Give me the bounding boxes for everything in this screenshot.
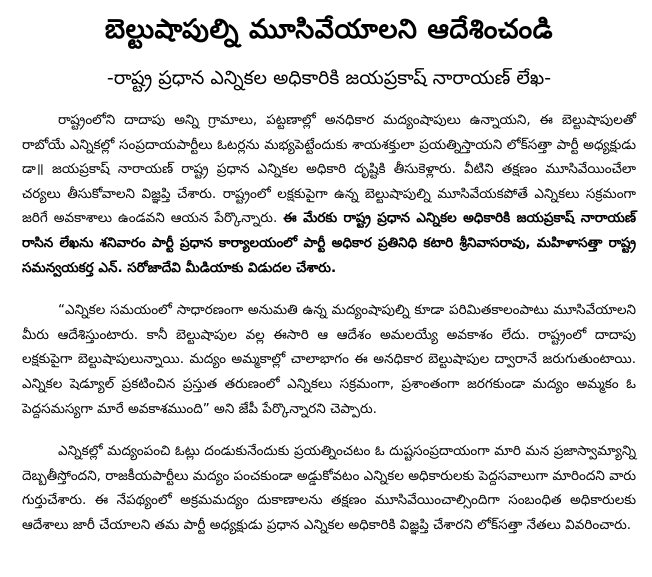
paragraph-3 (22, 439, 636, 537)
press-release-page (0, 10, 652, 577)
article-body (22, 108, 636, 538)
paragraph-1-bold-text: ఈ మేరకు రాష్ట్ర ప్రధాన ఎన్నికల అధికారికి జయప్రకాష్ నారాయణ్ రాసిన లేఖను శనివారం పార్టీ ప్రధాన కార్యాలయంలో పార్టీ అధికార ప్రతినిధి కటారి శ్రీనివాసరావు, మహిళాసత్తా రాష్ట్ర సమన్వయకర్త ఎన్. సరోజాదేవి మీడియాకు విడుదల చేశారు. (22, 210, 636, 276)
paragraph-2 (22, 298, 636, 421)
headline: బెల్టుషాపుల్ని మూసివేయాలని ఆదేశించండి (104, 14, 554, 45)
subheadline: -రాష్ట్ర ప్రధాన ఎన్నికల అధికారికి జయప్రకాష్ నారాయణ్ లేఖ- (106, 67, 552, 89)
paragraph-3-text: ఎన్నికల్లో మద్యంపంచి ఓట్లు దండుకునేందుకు ప్రయత్నించటం ఓ దుష్టసంప్రదాయంగా మారి మన ప్రజాస్వామ్యాన్ని దెబ్బతీస్తోందని, రాజకీయపార్టీలు మద్యం పంచకుండా అడ్డుకోవటం ఎన్నికల అధికారులకు పెద్దసవాలుగా మారిందని వారు గుర్తుచేశారు. ఈ నేపథ్యంలో అక్రమమద్యం దుకాణాలను తక్షణం మూసివేయించాల్సిందిగా సంబంధిత అధికారులకు ఆదేశాలు జారీ చేయాలని తమ పార్టీ అధ్యక్షుడు ప్రధాన ఎన్నికల అధికారికి విజ్ఞప్తి చేశారని లోక్‌సత్తా నేతలు వివరించారు. (22, 443, 636, 533)
paragraph-1-text: రాష్ట్రంలోని దాదాపు అన్ని గ్రామాలు, పట్టణాల్లో అనధికార మద్యంషాపులు ఉన్నాయని, ఈ బెల్టుషాపులతో రాబోయే ఎన్నికల్లో సంప్రదాయపార్టీలు ఓటర్లను మభ్యపెట్టేందుకు శాయశక్తులా ప్రయత్నిస్తాయని లోక్‌సత్తా పార్టీ అధ్యక్షుడు డా॥ జయప్రకాష్ నారాయణ్ రాష్ట్ర ప్రధాన ఎన్నికల అధికారి దృష్టికి తీసుకెళ్లారు. వీటిని తక్షణం మూసివేయించేలా చర్యలు తీసుకోవాలని విజ్ఞప్తి చేశారు. రాష్ట్రంలో లక్షకుపైగా ఉన్న బెల్టుషాపుల్ని మూసివేయకపోతే ఎన్నికలు సక్రమంగా జరిగే అవకాశాలు ఉండవని ఆయన పేర్కొన్నారు. (22, 112, 636, 227)
paragraph-2-text: “ఎన్నికల సమయంలో సాధారణంగా అనుమతి ఉన్న మద్యంషాపుల్ని కూడా పరిమితకాలంపాటు మూసివేయాలని మీరు ఆదేశిస్తుంటారు. కానీ బెల్టుషాపుల వల్ల ఈసారి ఆ ఆదేశం అమలయ్యే అవకాశం లేదు. రాష్ట్రంలో దాదాపు లక్షకుపైగా బెల్టుషాపులున్నాయి. మద్యం అమ్మకాల్లో చాలాభాగం ఈ అనధికార బెల్టుషాపుల ద్వారానే జరుగుతుంటాయి. ఎన్నికల షెడ్యూల్ ప్రకటించిన ప్రస్తుత తరుణంలో ఎన్నికలు సక్రమంగా, ప్రశాంతంగా జరగకుండా మద్యం అమ్మకం ఓ పెద్దసమస్యగా మారే అవకాశముంది” అని జేపీ పేర్కొన్నారని చెప్పారు. (22, 302, 636, 417)
paragraph-1 (22, 108, 636, 280)
